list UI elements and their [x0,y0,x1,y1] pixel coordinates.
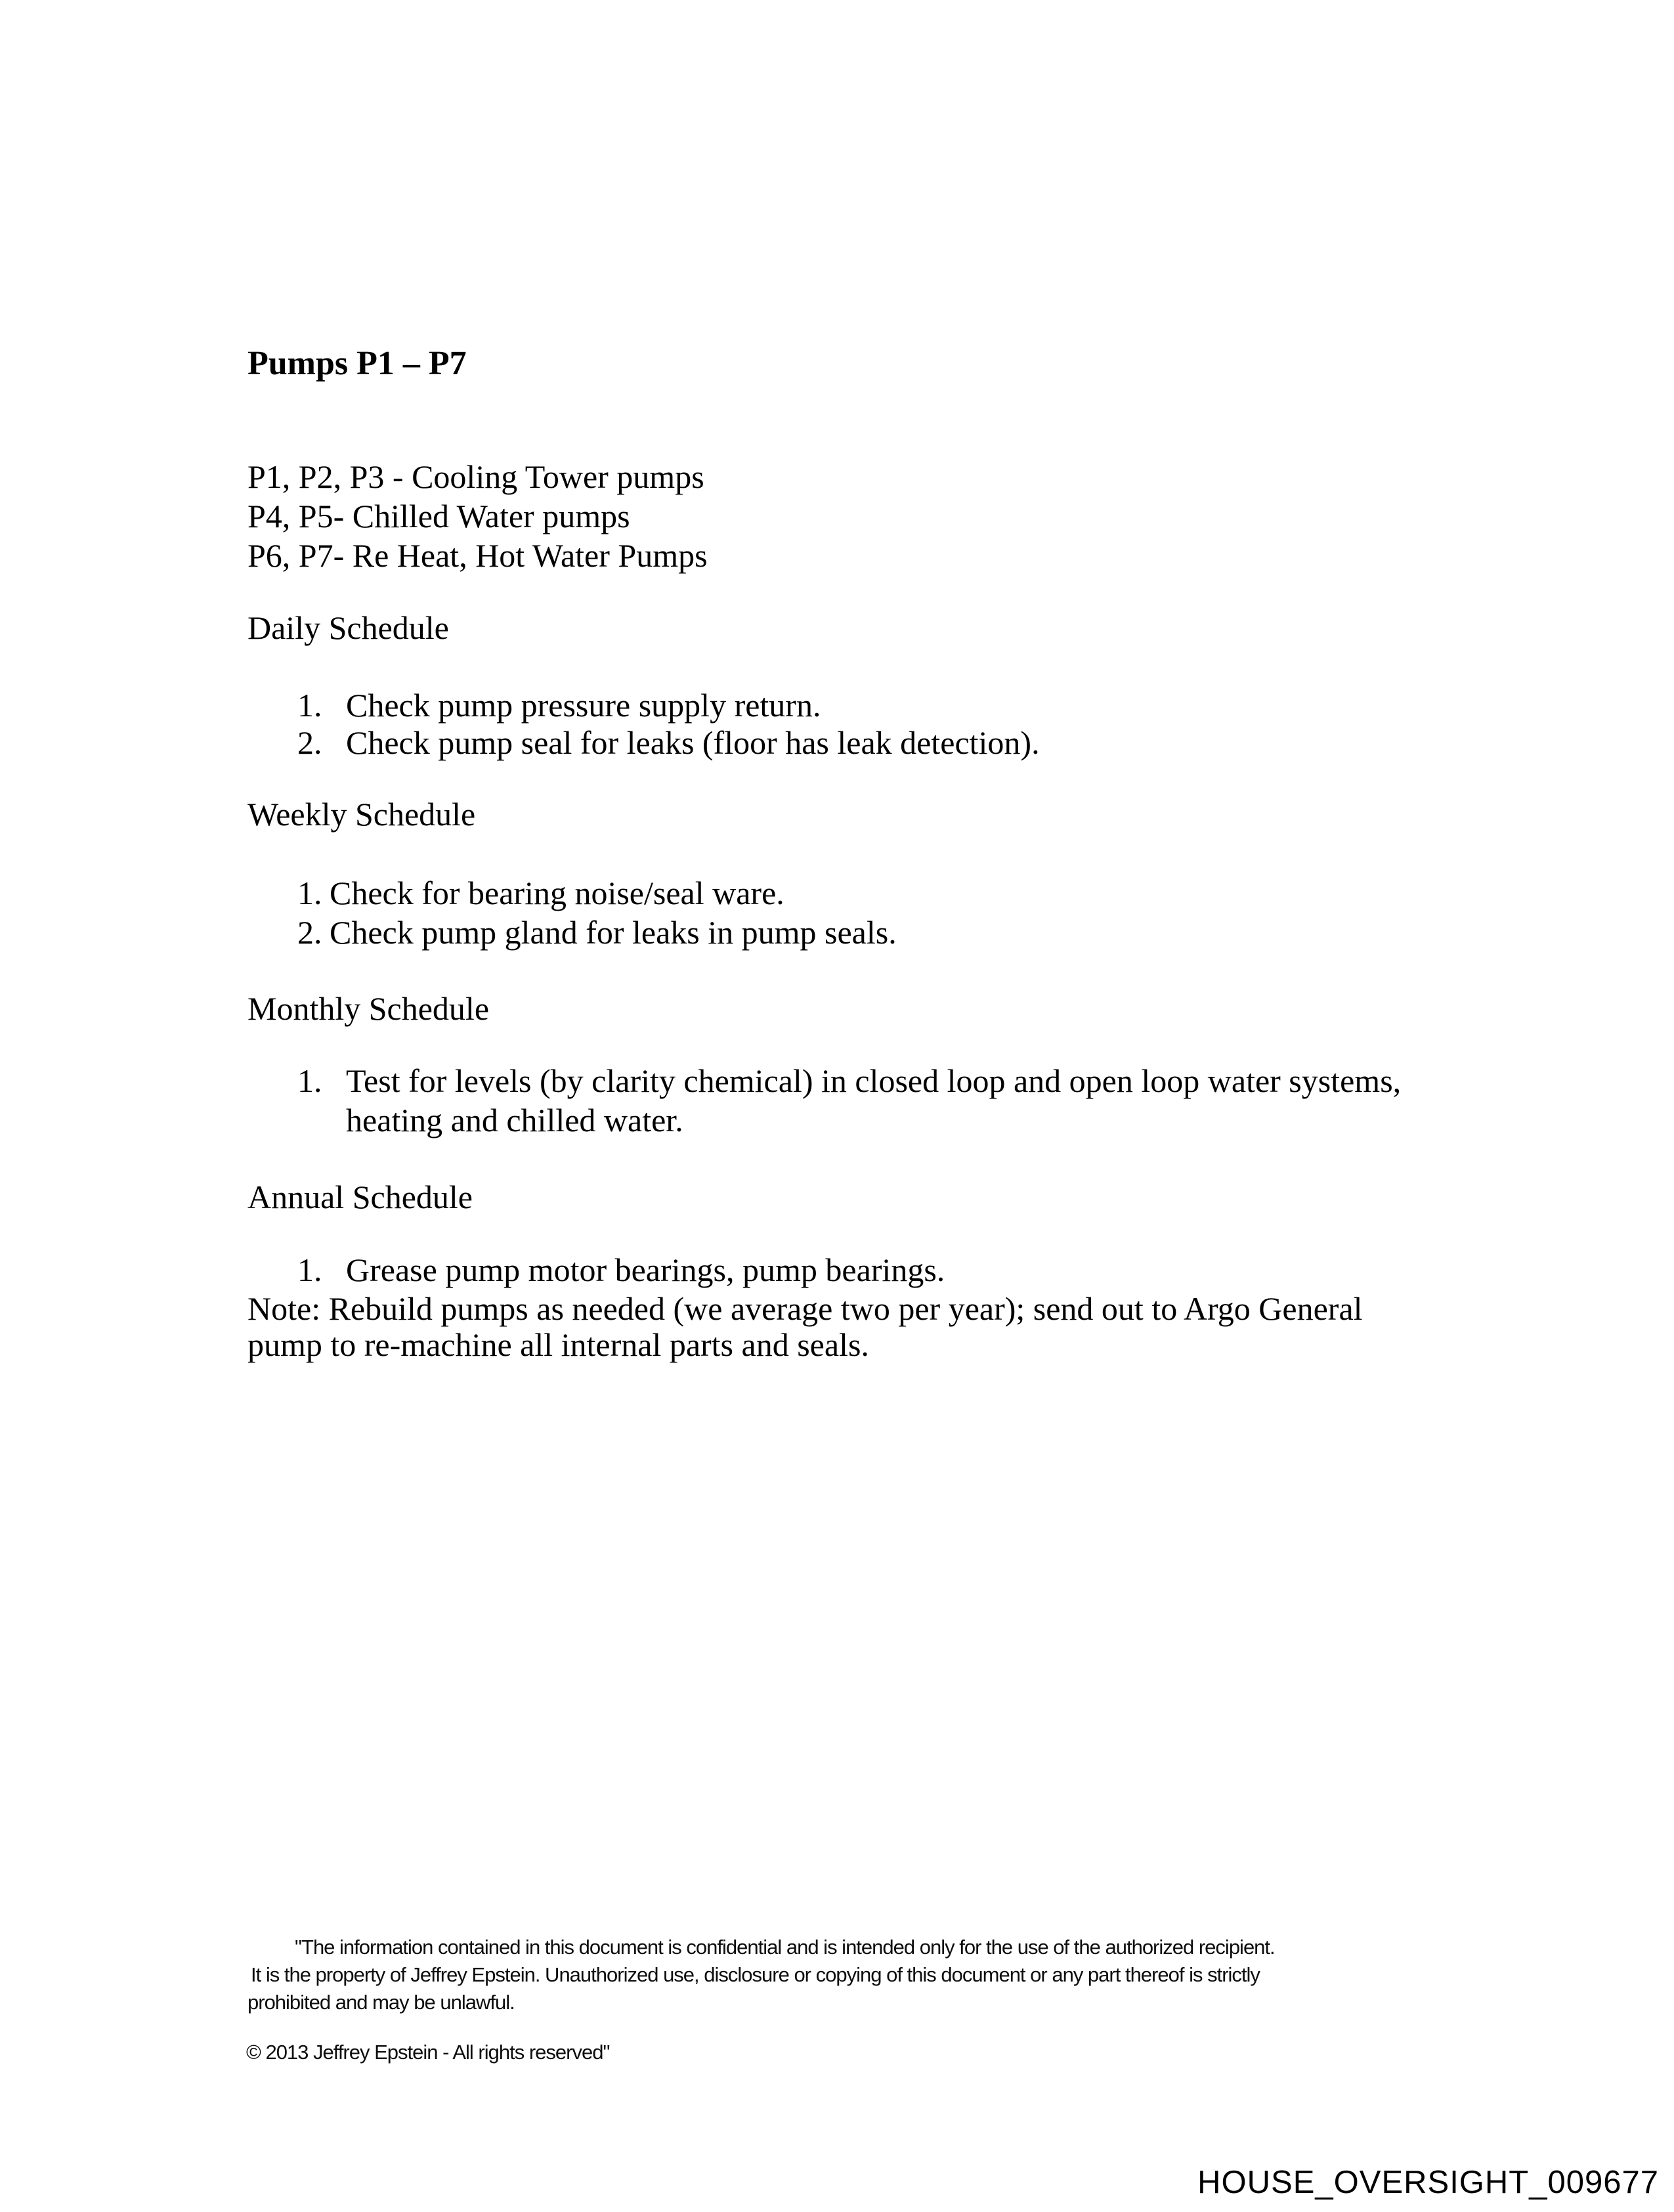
confidentiality-line-1: "The information contained in this document is confidential and is intended only for the use of the authorized recipient. [295,1936,1275,1959]
list-item-text: Check for bearing noise/seal ware. [330,875,784,911]
section-heading-weekly: Weekly Schedule [247,796,476,833]
list-item-number: 1. [297,875,322,911]
bates-number: HOUSE_OVERSIGHT_009677 [1197,2165,1659,2200]
list-item-number: 2. [297,914,322,951]
list-item-text: Check pump gland for leaks in pump seals. [330,914,897,951]
weekly-schedule-list [297,873,897,952]
note-line-1: Note: Rebuild pumps as needed (we average two per year); send out to Argo General [247,1290,1363,1327]
list-item [297,724,1040,762]
list-item-text: Check pump seal for leaks (floor has leak detection). [346,724,1040,761]
list-item-number: 1. [297,1251,322,1288]
list-item [297,913,897,952]
section-heading-monthly: Monthly Schedule [247,990,490,1027]
confidentiality-line-3: prohibited and may be unlawful. [247,1991,515,2014]
daily-schedule-list [297,687,1040,762]
document-title: Pumps P1 – P7 [247,345,467,382]
list-item-text [346,1061,1401,1140]
section-heading-annual: Annual Schedule [247,1179,473,1215]
list-item [297,1061,1401,1140]
pump-descriptions [247,457,708,575]
pump-description-line-2: P4, P5- Chilled Water pumps [247,498,630,534]
list-item-number: 2. [297,724,322,761]
list-item-number: 1. [297,1062,322,1099]
section-heading-daily: Daily Schedule [247,609,449,646]
monthly-schedule-list [297,1061,1401,1140]
list-item-text-line-1: Test for levels (by clarity chemical) in closed loop and open loop water systems, [346,1062,1402,1099]
pump-description-line-1: P1, P2, P3 - Cooling Tower pumps [247,458,704,495]
list-item [297,1251,945,1289]
list-item [297,873,897,913]
list-item [297,687,1040,724]
list-item-text-line-2: heating and chilled water. [346,1102,683,1139]
copyright-line: © 2013 Jeffrey Epstein - All rights reserved" [246,2041,610,2064]
list-item-number: 1. [297,687,322,724]
note-line-2: pump to re-machine all internal parts and seals. [247,1326,869,1363]
list-item-text: Grease pump motor bearings, pump bearings. [346,1251,945,1288]
pump-description-line-3: P6, P7- Re Heat, Hot Water Pumps [247,537,708,574]
confidentiality-line-2: It is the property of Jeffrey Epstein. Unauthorized use, disclosure or copying of this document or any part thereof is strictly [251,1963,1260,1986]
list-item-text: Check pump pressure supply return. [346,687,821,724]
annual-schedule-list [297,1251,945,1289]
note-paragraph [247,1291,1363,1363]
confidentiality-notice [247,1934,1275,2016]
